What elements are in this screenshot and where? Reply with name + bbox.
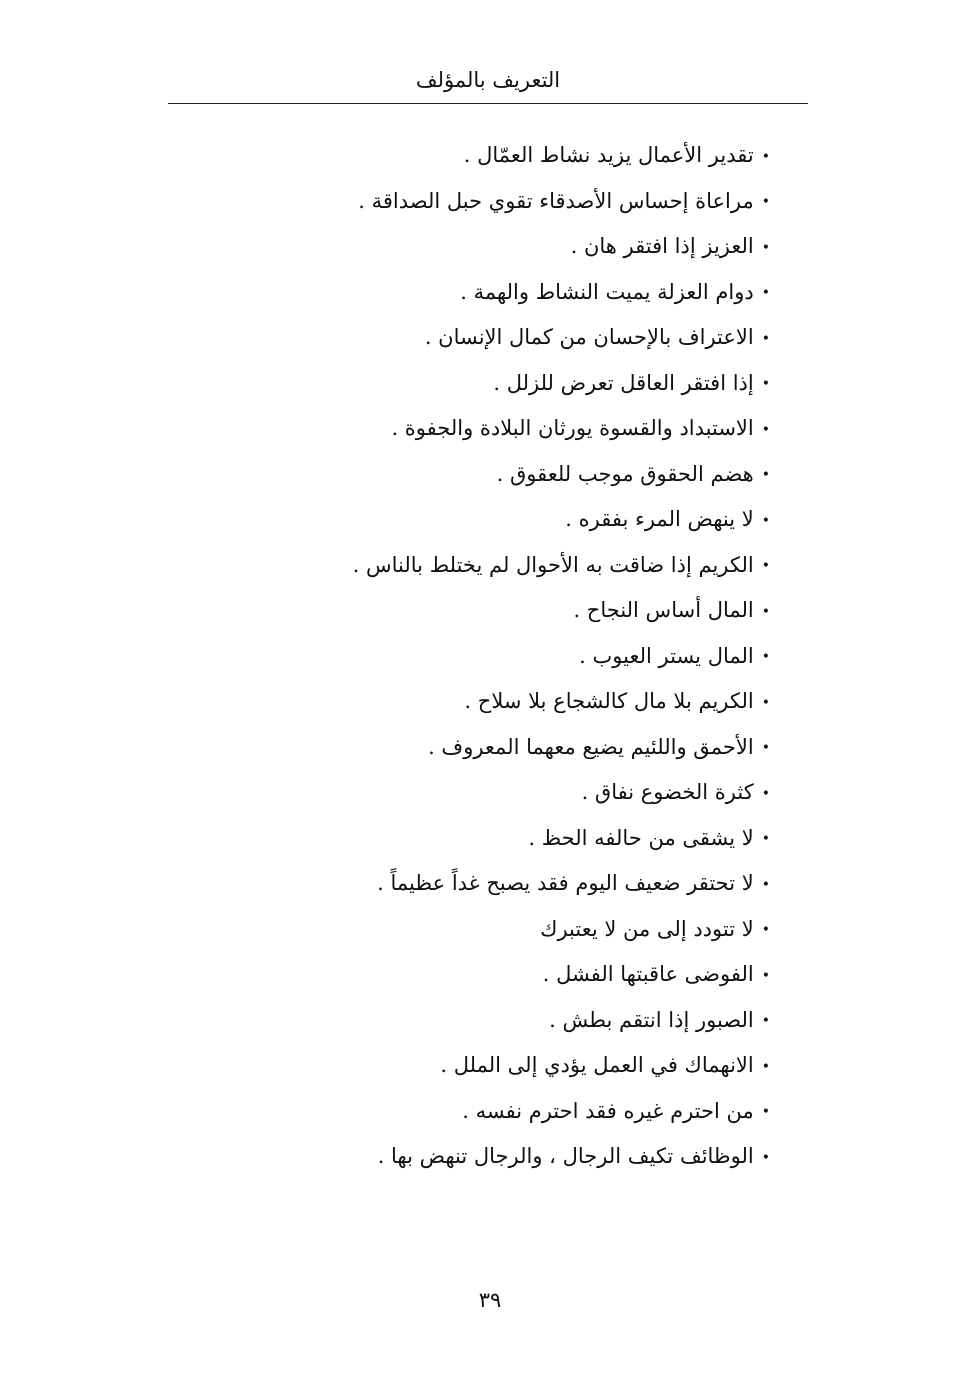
bullet-icon: • <box>761 603 770 620</box>
page-number: ٣٩ <box>478 1288 502 1312</box>
bullet-icon: • <box>761 1104 770 1120</box>
header-rule <box>168 103 808 104</box>
bullet-icon: • <box>761 376 770 392</box>
list-item <box>170 134 770 180</box>
bullet-icon: • <box>761 330 770 347</box>
bullet-icon: • <box>761 239 770 256</box>
saying-text: الأحمق واللئيم يضيع معهما المعروف . <box>428 734 754 759</box>
list-item <box>170 407 770 453</box>
saying-text: من احترم غيره فقد احترم نفسه . <box>462 1098 754 1123</box>
bullet-icon: • <box>761 1058 770 1075</box>
saying-text: الصبور إذا انتقم بطش . <box>549 1007 754 1032</box>
list-item <box>170 225 770 271</box>
saying-text: الانهماك في العمل يؤدي إلى الملل . <box>440 1053 754 1077</box>
list-item <box>170 817 770 863</box>
list-item <box>170 498 770 544</box>
saying-text: لا تتودد إلى من لا يعتبرك <box>540 916 754 941</box>
bullet-icon: • <box>761 876 770 893</box>
bullet-icon: • <box>761 194 770 210</box>
bullet-icon: • <box>761 694 770 711</box>
saying-text: الفوضى عاقبتها الفشل . <box>542 962 754 986</box>
saying-text: لا ينهض المرء بفقره . <box>565 507 754 531</box>
list-item <box>170 726 770 772</box>
list-item <box>170 453 770 499</box>
list-item <box>170 635 770 681</box>
bullet-icon: • <box>761 922 770 938</box>
saying-text: مراعاة إحساس الأصدقاء تقوي حبل الصداقة . <box>358 188 754 213</box>
list-item <box>170 180 770 226</box>
sayings-list <box>170 134 770 1181</box>
list-item <box>170 544 770 590</box>
list-item <box>170 862 770 908</box>
saying-text: كثرة الخضوع نفاق . <box>581 780 754 804</box>
saying-text: هضم الحقوق موجب للعقوق . <box>496 461 754 486</box>
bullet-icon: • <box>761 467 770 483</box>
bullet-icon: • <box>761 649 770 665</box>
saying-text: تقدير الأعمال يزيد نشاط العمّال . <box>463 143 754 167</box>
bullet-icon: • <box>761 148 770 165</box>
list-item <box>170 1044 770 1090</box>
list-item <box>170 771 770 817</box>
bullet-icon: • <box>761 831 770 847</box>
bullet-icon: • <box>761 285 770 301</box>
saying-text: لا تحتقر ضعيف اليوم فقد يصبح غداً عظيماً . <box>377 871 754 895</box>
bullet-icon: • <box>761 1013 770 1029</box>
bullet-icon: • <box>761 967 770 984</box>
bullet-icon: • <box>761 558 770 574</box>
bullet-icon: • <box>761 512 770 529</box>
saying-text: الوظائف تكيف الرجال ، والرجال تنهض بها . <box>377 1144 754 1168</box>
saying-text: الاستبداد والقسوة يورثان البلادة والجفوة . <box>391 416 754 440</box>
saying-text: المال يستر العيوب . <box>579 643 754 668</box>
bullet-icon: • <box>761 785 770 802</box>
saying-text: العزيز إذا افتقر هان . <box>570 234 754 258</box>
bullet-icon: • <box>761 421 770 438</box>
list-item <box>170 362 770 408</box>
list-item <box>170 1135 770 1181</box>
bullet-icon: • <box>761 740 770 756</box>
running-header: التعريف بالمؤلف <box>415 68 561 92</box>
list-item <box>170 908 770 954</box>
saying-text: إذا افتقر العاقل تعرض للزلل . <box>493 370 754 395</box>
saying-text: لا يشقى من حالفه الحظ . <box>528 825 754 850</box>
saying-text: دوام العزلة يميت النشاط والهمة . <box>460 279 754 304</box>
list-item <box>170 589 770 635</box>
list-item <box>170 271 770 317</box>
list-item <box>170 1090 770 1136</box>
saying-text: المال أساس النجاح . <box>573 598 754 622</box>
saying-text: الكريم بلا مال كالشجاع بلا سلاح . <box>464 689 754 713</box>
list-item <box>170 680 770 726</box>
list-item <box>170 316 770 362</box>
list-item <box>170 999 770 1045</box>
saying-text: الكريم إذا ضاقت به الأحوال لم يختلط بالناس . <box>352 552 754 577</box>
list-item <box>170 953 770 999</box>
saying-text: الاعتراف بالإحسان من كمال الإنسان . <box>424 325 754 349</box>
bullet-icon: • <box>761 1149 770 1166</box>
